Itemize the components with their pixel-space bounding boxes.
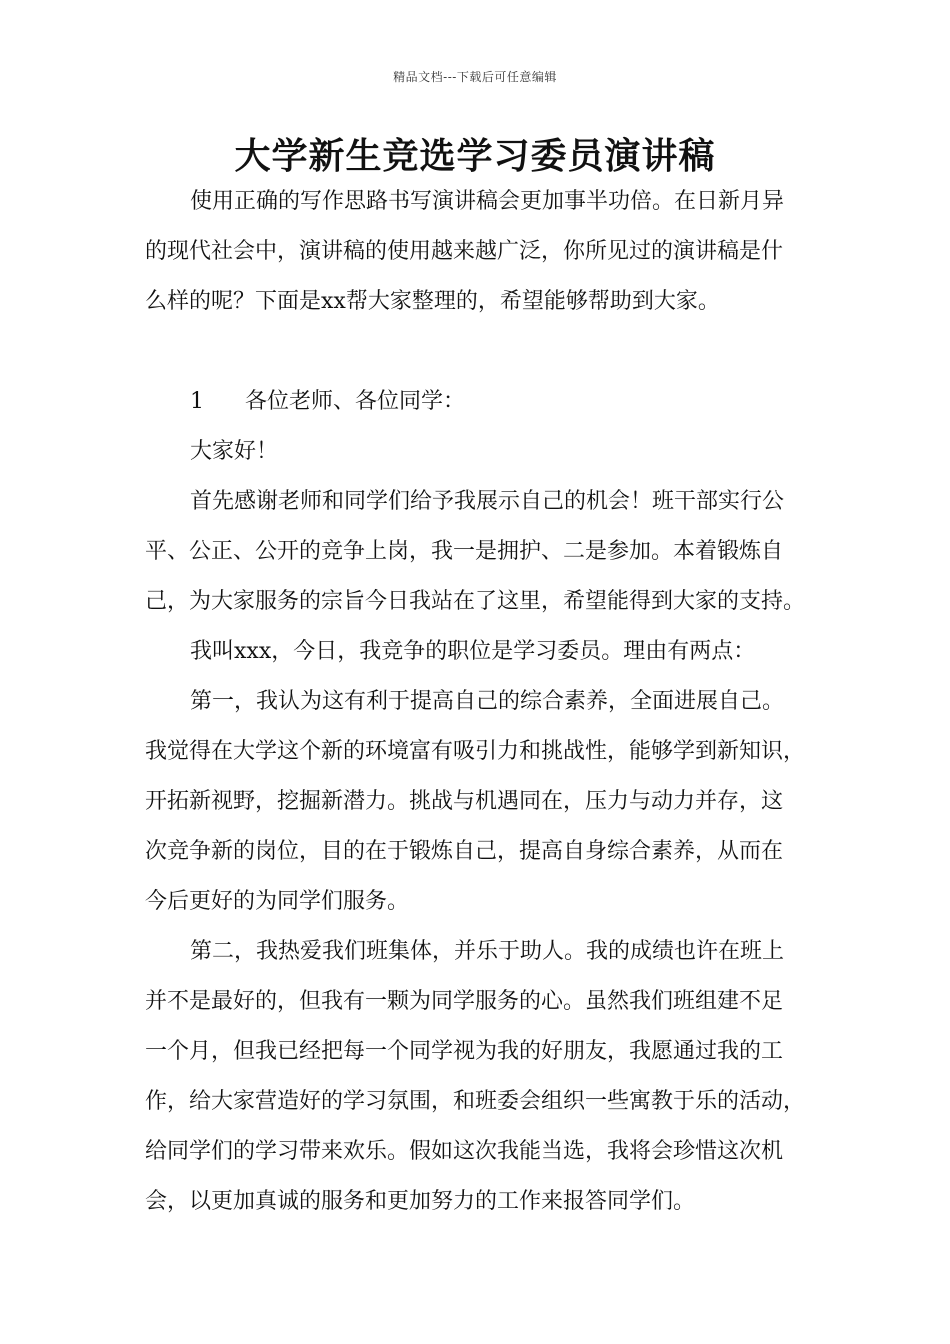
speech-number: 1	[190, 389, 204, 414]
paragraph-line: 第二，我热爱我们班集体，并乐于助人。我的成绩也许在班上	[190, 939, 785, 964]
paragraph-line: 平、公正、公开的竞争上岗，我一是拥护、二是参加。本着锻炼自	[145, 539, 784, 564]
paragraph-line: 作，给大家营造好的学习氛围，和班委会组织一些寓教于乐的活动，	[145, 1089, 806, 1114]
paragraph-line: 会，以更加真诚的服务和更加努力的工作来报答同学们。	[145, 1189, 696, 1214]
paragraph-line: 第一，我认为这有利于提高自己的综合素养，全面进展自己。	[190, 689, 785, 714]
salutation: 各位老师、各位同学：	[245, 389, 466, 414]
intro-line: 使用正确的写作思路书写演讲稿会更加事半功倍。在日新月异	[190, 189, 785, 214]
greeting: 大家好！	[190, 439, 279, 464]
paragraph-line: 并不是最好的，但我有一颗为同学服务的心。虽然我们班组建不足	[145, 989, 784, 1014]
paragraph-line: 给同学们的学习带来欢乐。假如这次我能当选，我将会珍惜这次机	[145, 1139, 784, 1164]
paragraph-line: 我觉得在大学这个新的环境富有吸引力和挑战性，能够学到新知识，	[145, 739, 806, 764]
intro-line: 的现代社会中，演讲稿的使用越来越广泛，你所见过的演讲稿是什	[145, 239, 784, 264]
paragraph-line: 一个月，但我已经把每一个同学视为我的好朋友，我愿通过我的工	[145, 1039, 784, 1064]
document-title: 大学新生竞选学习委员演讲稿	[234, 136, 716, 177]
paragraph-line: 次竞争新的岗位，目的在于锻炼自己，提高自身综合素养，从而在	[145, 839, 784, 864]
paragraph-line: 首先感谢老师和同学们给予我展示自己的机会！班干部实行公	[190, 489, 785, 514]
paragraph-line: 开拓新视野，挖掘新潜力。挑战与机遇同在，压力与动力并存，这	[145, 789, 784, 814]
paragraph-line: 我叫xxx，今日，我竞争的职位是学习委员。理由有两点：	[190, 639, 756, 664]
page-header: 精品文档---下载后可任意编辑	[393, 70, 557, 84]
paragraph-line: 己，为大家服务的宗旨今日我站在了这里，希望能得到大家的支持。	[145, 589, 806, 614]
intro-line: 么样的呢？下面是xx帮大家整理的，希望能够帮助到大家。	[145, 289, 720, 314]
paragraph-line: 今后更好的为同学们服务。	[145, 889, 410, 914]
